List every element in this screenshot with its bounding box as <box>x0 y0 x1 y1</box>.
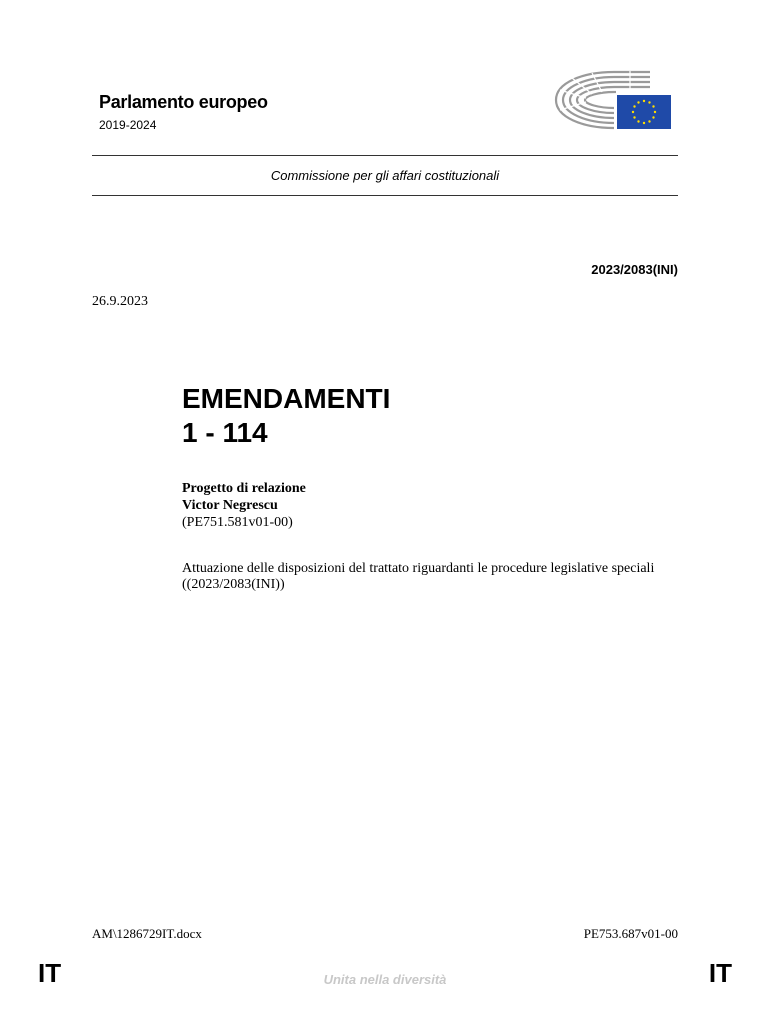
european-parliament-logo <box>552 66 674 134</box>
institution-name: Parlamento europeo <box>99 92 268 112</box>
rapporteur-name: Victor Negrescu <box>182 498 278 513</box>
committee-name: Commissione per gli affari costituzionali <box>270 168 500 183</box>
bottom-divider <box>92 195 678 196</box>
title-line-1: EMENDAMENTI <box>182 383 391 414</box>
draft-report-block <box>182 480 306 531</box>
footer-pe-number: PE753.687v01-00 <box>583 926 678 941</box>
subject-text: Attuazione delle disposizioni del trattato riguardanti le procedure legislative speciali <box>182 561 655 576</box>
draft-label: Progetto di relazione <box>182 481 306 496</box>
procedure-reference: 2023/2083(INI) <box>591 262 678 277</box>
draft-reference: (PE751.581v01-00) <box>182 515 293 530</box>
document-title <box>182 382 390 450</box>
language-code-left: IT <box>38 958 62 988</box>
eu-motto: Unita nella diversità <box>323 972 447 987</box>
subject-block <box>182 561 682 593</box>
top-divider <box>92 155 678 156</box>
language-code-right: IT <box>708 958 732 988</box>
document-date: 26.9.2023 <box>92 294 148 309</box>
parliamentary-term: 2019-2024 <box>99 118 157 132</box>
subject-reference: ((2023/2083(INI)) <box>182 577 285 592</box>
amendment-range: 1 - 114 <box>182 417 268 448</box>
footer-filename: AM\1286729IT.docx <box>92 926 202 941</box>
